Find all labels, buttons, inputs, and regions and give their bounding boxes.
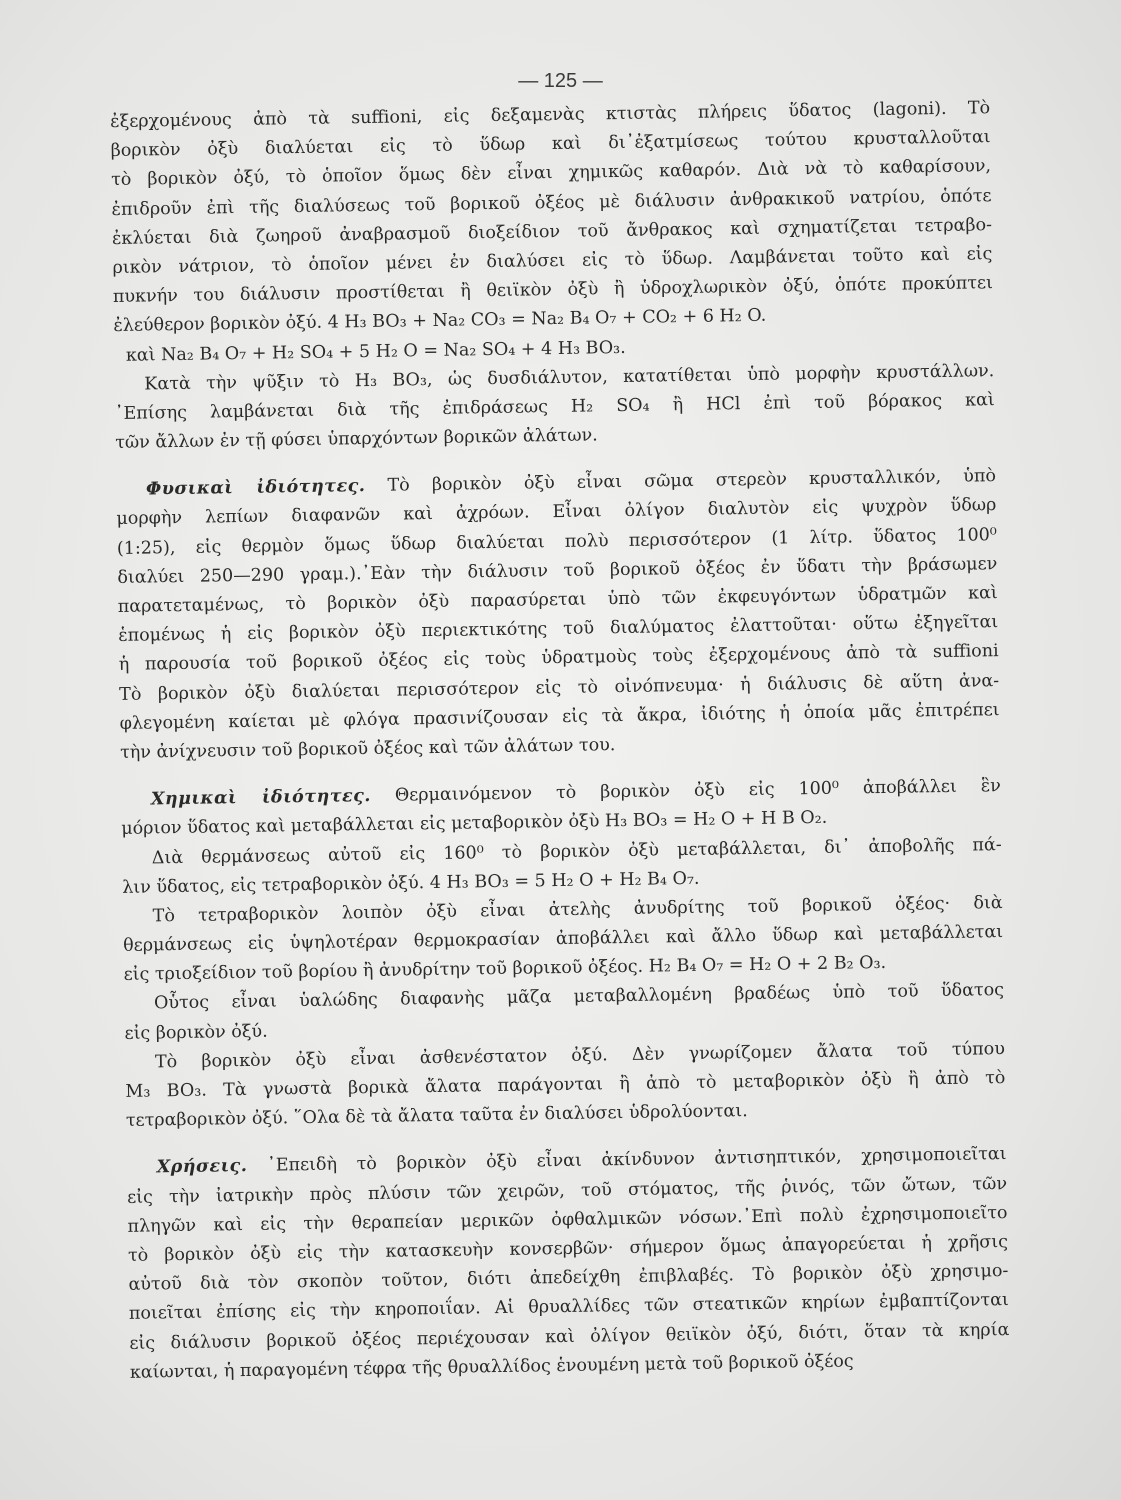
line-text: ἡ παρουσία τοῦ βορικοῦ ὀξέος εἰς τοὺς ὑδρατμοὺς τοὺς ἐξερχομένους ἀπὸ τὰ suffioni [118, 641, 999, 676]
line-text: αὐτοῦ διὰ τὸν σκοπὸν τοῦτον, διότι ἀπεδείχθη ἐπιβλαβές. Τὸ βορικὸν ὀξὺ χρησιμο- [128, 1261, 1009, 1295]
line-text: ἐκλύεται διὰ ζωηροῦ ἀναβρασμοῦ διοξείδιον τοῦ ἄνθρακος καὶ σχηματίζεται τετραβο- [111, 214, 993, 249]
paragraph-physical [116, 462, 1000, 768]
line-text: εἰς διάλυσιν βορικοῦ ὀξέος περιέχουσαν καὶ ὀλίγον θειϊκὸν ὀξύ, διότι, ὅταν τὰ κηρία [129, 1319, 1010, 1354]
line-text: Οὗτος εἶναι ὑαλώδης διαφανὴς μᾶζα μεταβαλλομένη βραδέως ὑπὸ τοῦ ὕδατος [153, 980, 1005, 1014]
line-text: εἰς τὴν ἰατρικὴν πρὸς πλύσιν τῶν χειρῶν, τοῦ στόματος, τῆς ῥινός, τῶν ὤτων, τῶν [126, 1173, 1008, 1208]
paragraph-uses [126, 1140, 1010, 1387]
paragraph-tetra [122, 889, 1003, 990]
line-text: εἰς βορικὸν ὀξύ. [124, 1021, 268, 1044]
section-heading: Χρήσεις. [156, 1156, 248, 1178]
line-text: Θερμαινόμενον τὸ βορικὸν ὀξὺ εἰς 100⁰ ἀποβάλλει ἓν [370, 776, 1001, 807]
page-number: — 125 — [518, 70, 603, 92]
line-text: ρικὸν νάτριον, τὸ ὁποῖον μένει ἐν διαλύσει εἰς τὸ ὕδωρ. Λαμβάνεται τοῦτο καὶ εἰς [112, 244, 993, 278]
line-text: καίωνται, ἡ παραγομένη τέφρα τῆς θρυαλλίδος ἑνουμένη μετὰ τοῦ βορικοῦ ὀξέος [129, 1351, 854, 1383]
line-text: μορφὴν λεπίων διαφανῶν καὶ ἀχρόων. Εἶναι ὀλίγον διαλυτὸν εἰς ψυχρὸν ὕδωρ [116, 495, 997, 530]
line-text: Διὰ θερμάνσεως αὐτοῦ εἰς 160⁰ τὸ βορικὸν ὀξὺ μεταβάλλεται, δι᾽ ἀποβολῆς πά- [151, 834, 1002, 868]
line-text: ἑπομένως ἡ εἰς βορικὸν ὀξὺ περιεκτικότης τοῦ διαλύματος ἐλαττοῦται· οὕτω ἐξηγεῖται [118, 612, 999, 647]
line-text: τετραβορικὸν ὀξύ. ῞Ολα δὲ τὰ ἄλατα ταῦτα ἐν διαλύσει ὑδρολύονται. [125, 1101, 748, 1132]
line-text: ἐξερχομένους ἀπὸ τὰ suffioni, εἰς δεξαμενὰς κτιστὰς πλήρεις ὕδατος (lagoni). Τὸ [110, 98, 991, 132]
line-text: Τὸ βορικὸν ὀξὺ διαλύεται περισσότερον εἰς τὸ οἰνόπνευμα· ἡ διάλυσις δὲ αὕτη ἀνα- [119, 670, 1000, 705]
line-text: Τὸ βορικὸν ὀξὺ εἶναι ἀσθενέστατον ὀξύ. Δὲν γνωρίζομεν ἄλατα τοῦ τύπου [154, 1038, 1006, 1073]
line-text: ἐλεύθερον βορικὸν ὀξύ. 4 H₃ BO₃ + Na₂ CO₃ = Na₂ B₄ O₇ + CO₂ + 6 H₂ O. [113, 306, 767, 337]
line-text: παρατεταμένως, τὸ βορικὸν ὀξὺ παρασύρεται ὑπὸ τῶν ἐκφευγόντων ὑδρατμῶν καὶ [117, 583, 998, 617]
line-text: (1:25), εἰς θερμὸν ὅμως ὕδωρ διαλύεται πολὺ περισσότερον (1 λίτρ. ὕδατος 100⁰ [116, 524, 997, 559]
line-text: βορικὸν ὀξὺ διαλύεται εἰς τὸ ὕδωρ καὶ δι᾽ἐξατμίσεως τούτου κρυσταλλοῦται [110, 127, 991, 162]
line-text: πυκνήν του διάλυσιν προστίθεται ἢ θειϊκὸν ὀξὺ ἢ ὑδροχλωρικὸν ὀξύ, ὁπότε προκύπτει [112, 273, 994, 308]
line-text: Κατὰ τὴν ψῦξιν τὸ H₃ BO₃, ὡς δυσδιάλυτον, κατατίθεται ὑπὸ μορφὴν κρυστάλλων. [144, 360, 995, 395]
line-text: ποιεῖται ἐπίσης εἰς τὴν κηροποιΐαν. Αἱ θρυαλλίδες τῶν στεατικῶν κηρίων ἐμβαπτίζονται [128, 1290, 1009, 1325]
body-text [110, 94, 1010, 1388]
paragraph-weak [125, 1035, 1006, 1136]
line-text: λιν ὕδατος, εἰς τετραβορικὸν ὀξύ. 4 H₃ BO₃ = 5 H₂ O + H₂ B₄ O₇. [122, 868, 700, 898]
section-heading: Χημικαὶ ἰδιότητες. [150, 786, 372, 810]
line-text: εἰς τριοξείδιον τοῦ βορίου ἢ ἀνυδρίτην τοῦ βορικοῦ ὀξέος. H₂ B₄ O₇ = H₂ O + 2 B₂ O₃. [123, 953, 887, 986]
paragraph-intro [110, 94, 994, 341]
line-text: ᾿Επειδὴ τὸ βορικὸν ὀξὺ εἶναι ἀκίνδυνον ἀντισηπτικόν, χρησιμοποιεῖται [247, 1144, 1007, 1177]
line-text: τῶν ἄλλων ἐν τῇ φύσει ὑπαρχόντων βορικῶν ἀλάτων. [115, 425, 598, 454]
line-text: διαλύει 250—290 γραμ.).᾿Εὰν τὴν διάλυσιν τοῦ βορικοῦ ὀξέος ἐν ὕδατι τὴν βράσωμεν [117, 553, 998, 588]
line-text: τὴν ἀνίχνευσιν τοῦ βορικοῦ ὀξέος καὶ τῶν ἀλάτων του. [119, 735, 616, 763]
line-text: τὸ βορικὸν ὀξὺ εἰς τὴν κατασκευὴν κονσερβῶν· σήμερον ὅμως ἀπαγορεύεται ἡ χρῆσις [127, 1231, 1009, 1266]
line-text: ἐπιδροῦν ἐπὶ τῆς διαλύσεως τοῦ βορικοῦ ὀξέος μὲ διάλυσιν ἀνθρακικοῦ νατρίου, ὁπότε [111, 185, 992, 220]
line-text: Τὸ τετραβορικὸν λοιπὸν ὀξὺ εἶναι ἀτελὴς ἀνυδρίτης τοῦ βορικοῦ ὀξέος· διὰ [152, 892, 1003, 927]
line-text: M₃ BO₃. Τὰ γνωστὰ βορικὰ ἄλατα παράγονται ἢ ἀπὸ τὸ μεταβορικὸν ὀξὺ ἢ ἀπὸ τὸ [125, 1068, 1006, 1102]
line-text: μόριον ὕδατος καὶ μεταβάλλεται εἰς μεταβορικὸν ὀξὺ H₃ BO₃ = H₂ O + H B O₂. [121, 808, 828, 840]
paragraph-crystal [114, 357, 995, 458]
section-heading: Φυσικαὶ ἰδιότητες. [145, 476, 366, 500]
line-text: ᾿Επίσης λαμβάνεται διὰ τῆς ἐπιδράσεως H₂ SO₄ ἢ HCl ἐπὶ τοῦ βόρακος καὶ [114, 390, 995, 424]
line-text: τὸ βορικὸν ὀξύ, τὸ ὁποῖον ὅμως δὲν εἶναι χημικῶς καθαρόν. Διὰ νὰ τὸ καθαρίσουν, [110, 156, 992, 191]
line-text: θερμάνσεως εἰς ὑψηλοτέραν θερμοκρασίαν ἀποβάλλει καὶ ἄλλο ὕδωρ καὶ μεταβάλλεται [123, 922, 1004, 956]
line-text: πληγῶν καὶ εἰς τὴν θεραπείαν μερικῶν ὀφθαλμικῶν νόσων.᾿Επὶ πολὺ ἐχρησιμοποιεῖτο [127, 1202, 1008, 1237]
line-text: φλεγομένη καίεται μὲ φλόγα πρασινίζουσαν εἰς τὰ ἄκρα, ἰδιότης ἡ ὁποία μᾶς ἐπιτρέπει [119, 699, 1000, 734]
line-text: Τὸ βορικὸν ὀξὺ εἶναι σῶμα στερεὸν κρυσταλλικόν, ὑπὸ [365, 466, 997, 497]
line-text: καὶ Na₂ B₄ O₇ + H₂ SO₄ + 5 H₂ O = Na₂ SO₄ + 4 H₃ BO₃. [125, 337, 626, 366]
